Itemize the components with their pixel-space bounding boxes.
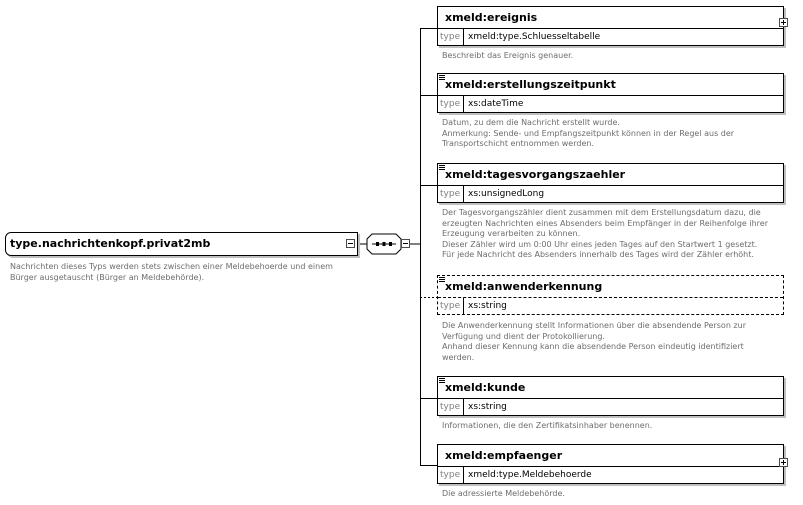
element-description: Die adressierte Meldebehörde. — [442, 489, 565, 498]
element-erstellungszeitpunkt[interactable] — [437, 73, 784, 113]
collapse-icon[interactable] — [401, 239, 410, 248]
element-description: Datum, zu dem die Nachricht erstellt wurde. Anmerkung: Sende- und Empfangszeitpunkt können in der Regel aus der Transportschicht entnommen werden. — [442, 118, 735, 148]
element-kunde[interactable] — [437, 376, 784, 416]
element-description: Die Anwenderkennung stellt Informationen über die absendende Person zur Verfügung und dient der Protokollierung. Anhand dieser Kennung kann die absendende Person eindeutig identifiziert werden. — [442, 321, 746, 362]
element-description: Der Tagesvorgangszähler dient zusammen mit dem Erstellungsdatum dazu, die erzeugten Nachrichten eines Absenders beim Empfänger in der Reihenfolge ihrer Erzeugung verarbeiten zu können. Dieser Zähler wird um 0:00 Uhr eines jeden Tages auf den Startwert 1 gesetzt. Für jede Nachricht des Absenders innerhalb des Tages wird der Zähler erhöht. — [442, 208, 768, 259]
element-name: xmeld:tagesvorgangszaehler — [445, 168, 626, 181]
element-name: xmeld:empfaenger — [445, 449, 563, 462]
element-type: xs:string — [468, 301, 507, 311]
type-label: type — [438, 186, 464, 202]
element-name: xmeld:ereignis — [445, 11, 538, 24]
root-description: Nachrichten dieses Typs werden stets zwischen einer Meldebehoerde und einem Bürger ausgetauscht (Bürger an Meldebehörde). — [10, 262, 333, 282]
type-label: type — [438, 399, 464, 415]
element-name: xmeld:anwenderkennung — [445, 280, 603, 293]
expand-icon[interactable] — [779, 18, 788, 27]
root-type-name: type.nachrichtenkopf.privat2mb — [10, 237, 211, 250]
element-anwenderkennung[interactable] — [437, 275, 784, 315]
element-description: Informationen, die den Zertifikatsinhaber benennen. — [442, 421, 653, 430]
type-label: type — [438, 96, 464, 112]
sequence-compositor[interactable] — [366, 233, 402, 255]
element-type: xs:unsignedLong — [468, 189, 545, 199]
element-name: xmeld:erstellungszeitpunkt — [445, 78, 616, 91]
type-label: type — [438, 29, 464, 45]
element-ereignis[interactable] — [437, 6, 784, 46]
root-type-box[interactable] — [5, 232, 358, 256]
element-empfaenger[interactable] — [437, 444, 784, 484]
type-label: type — [438, 467, 464, 483]
type-label: type — [438, 298, 464, 314]
sequence-icon — [366, 233, 402, 255]
element-type: xmeld:type.Schluesseltabelle — [468, 32, 601, 42]
element-description: Beschreibt das Ereignis genauer. — [442, 51, 574, 60]
element-type: xmeld:type.Meldebehoerde — [468, 470, 592, 480]
expand-icon[interactable] — [779, 458, 788, 467]
element-type: xs:string — [468, 402, 507, 412]
element-type: xs:dateTime — [468, 99, 524, 109]
collapse-icon[interactable] — [346, 239, 355, 248]
element-tagesvorgangszaehler[interactable] — [437, 163, 784, 203]
element-name: xmeld:kunde — [445, 381, 526, 394]
